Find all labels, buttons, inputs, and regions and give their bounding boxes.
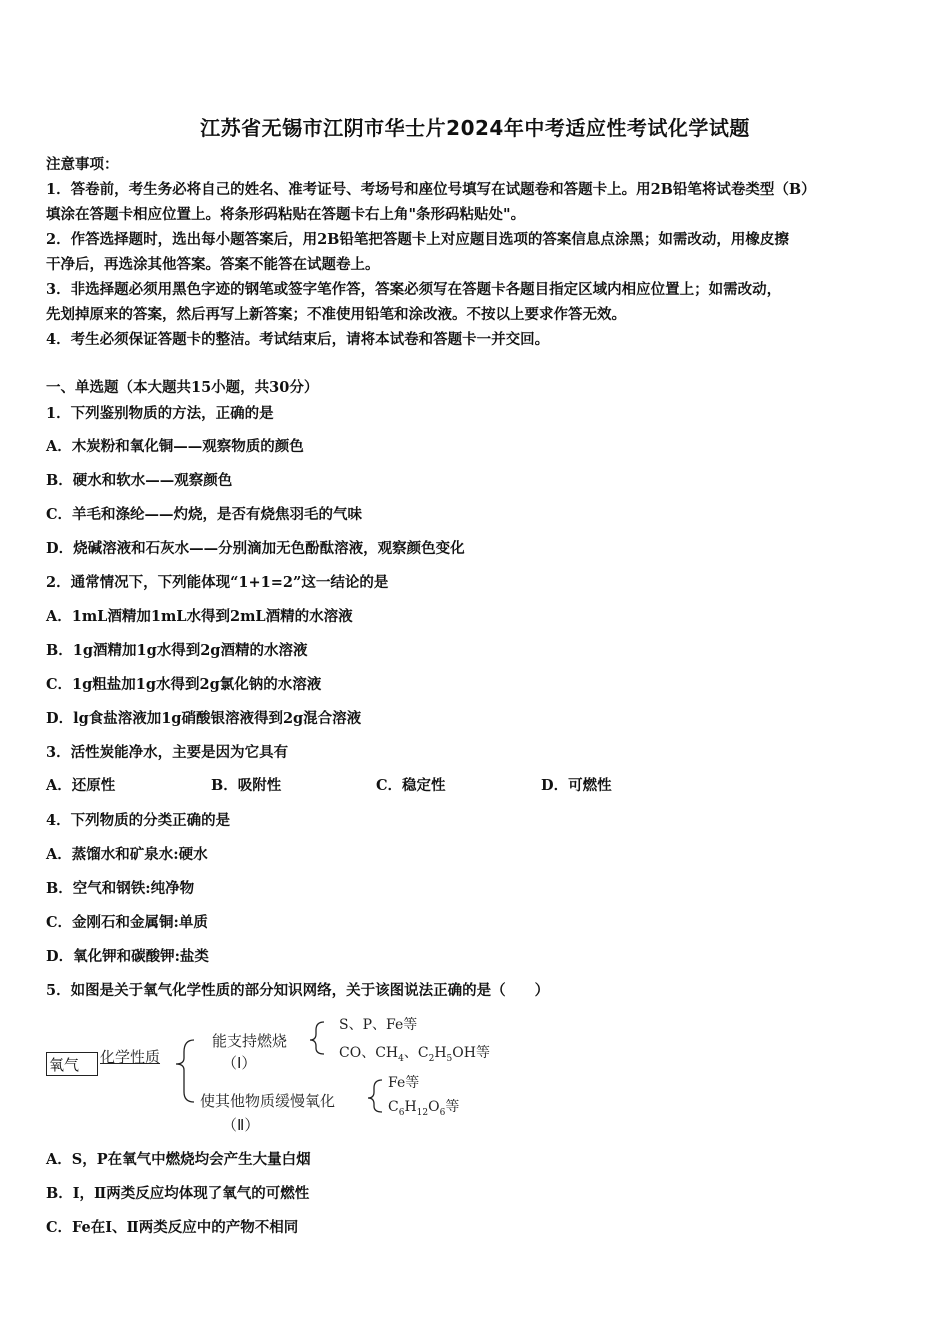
question-3-option-a: A．还原性: [46, 777, 116, 794]
notes-line: 干净后，再选涂其他答案。答案不能答在试题卷上。: [46, 256, 380, 273]
question-3-stem: 3．活性炭能净水，主要是因为它具有: [46, 744, 289, 761]
question-5-option-c: C．Fe在Ⅰ、Ⅱ两类反应中的产物不相同: [46, 1219, 299, 1236]
type1-item-2-part: CO、CH: [339, 1045, 399, 1061]
question-2-option-c: C．1g粗盐加1g水得到2g氯化钠的水溶液: [46, 676, 322, 693]
question-4-stem: 4．下列物质的分类正确的是: [46, 812, 231, 829]
question-3-option-b: B．吸附性: [211, 777, 282, 794]
question-4-option-d: D．氧化钾和碳酸钾:盐类: [46, 948, 209, 965]
type1-brace: [310, 1022, 324, 1054]
type2-tag: （Ⅱ）: [222, 1116, 260, 1134]
question-1-option-c: C．羊毛和涤纶——灼烧，是否有烧焦羽毛的气味: [46, 506, 363, 523]
type2-brace: [368, 1080, 382, 1112]
question-4-option-c: C．金刚石和金属铜:单质: [46, 914, 208, 931]
question-2-option-b: B．1g酒精加1g水得到2g酒精的水溶液: [46, 642, 308, 659]
diagram-branch-label: 化学性质: [100, 1048, 161, 1066]
type2-item-2-part: C: [388, 1099, 399, 1115]
type1-item-2-part: H: [434, 1045, 447, 1061]
type2-item-2: [388, 1096, 459, 1118]
question-5-option-b: B．Ⅰ，Ⅱ两类反应均体现了氧气的可燃性: [46, 1185, 310, 1202]
diagram-brackets: [46, 1010, 566, 1140]
type2-label: 使其他物质缓慢氧化: [200, 1092, 336, 1110]
subscript: 4: [398, 1053, 404, 1064]
question-2-option-a: A．1mL酒精加1mL水得到2mL酒精的水溶液: [46, 608, 353, 625]
notes-line: 填涂在答题卡相应位置上。将条形码粘贴在答题卡右上角"条形码粘贴处"。: [46, 206, 526, 223]
question-1-option-b: B．硬水和软水——观察颜色: [46, 472, 233, 489]
notes-heading: 注意事项：: [46, 156, 119, 173]
type1-item-2: [339, 1042, 490, 1064]
section-heading: 一、单选题（本大题共15小题，共30分）: [46, 379, 319, 396]
question-2-stem: 2．通常情况下，下列能体现“1+1=2”这一结论的是: [46, 574, 389, 591]
question-5-option-a: A．S，P在氧气中燃烧均会产生大量白烟: [46, 1151, 311, 1168]
type1-label: 能支持燃烧: [212, 1032, 288, 1050]
page-title: 江苏省无锡市江阴市华士片2024年中考适应性考试化学试题: [200, 116, 750, 140]
type2-item-2-part: O: [428, 1099, 440, 1115]
oxygen-knowledge-diagram: [46, 1010, 566, 1140]
notes-line: 4．考生必须保证答题卡的整洁。考试结束后，请将本试卷和答题卡一并交回。: [46, 331, 550, 348]
notes-line: 1．答卷前，考生务必将自己的姓名、准考证号、考场号和座位号填写在试题卷和答题卡上。用2B铅笔将试卷类型（B）: [46, 181, 816, 198]
question-4-option-b: B．空气和钢铁:纯净物: [46, 880, 195, 897]
type2-item-2-part: 等: [445, 1099, 460, 1115]
subscript: 12: [416, 1107, 429, 1118]
notes-block: [46, 152, 908, 352]
question-1-option-a: A．木炭粉和氧化铜——观察物质的颜色: [46, 438, 304, 455]
diagram-root-box: 氧气: [46, 1052, 98, 1076]
type1-item-2-part: OH等: [452, 1045, 490, 1061]
subscript: 2: [428, 1053, 435, 1064]
subscript: 5: [446, 1053, 453, 1064]
question-2-option-d: D．lg食盐溶液加1g硝酸银溶液得到2g混合溶液: [46, 710, 362, 727]
type1-item-2-part: 、C: [403, 1045, 429, 1061]
notes-line: 先划掉原来的答案，然后再写上新答案；不准使用铅笔和涂改液。不按以上要求作答无效。: [46, 306, 626, 323]
type2-item-1: Fe等: [388, 1075, 420, 1091]
subscript: 6: [439, 1107, 446, 1118]
question-5-stem: 5．如图是关于氧气化学性质的部分知识网络，关于该图说法正确的是（ ）: [46, 982, 550, 999]
notes-line: 2．作答选择题时，选出每小题答案后，用2B铅笔把答题卡上对应题目选项的答案信息点涂黑；如需改动，用橡皮擦: [46, 231, 789, 248]
type2-item-2-part: H: [404, 1099, 417, 1115]
question-4-option-a: A．蒸馏水和矿泉水:硬水: [46, 846, 208, 863]
subscript: 6: [398, 1107, 405, 1118]
type1-tag: （Ⅰ）: [222, 1054, 257, 1072]
question-1-option-d: D．烧碱溶液和石灰水——分别滴加无色酚酞溶液，观察颜色变化: [46, 540, 465, 557]
question-1-stem: 1．下列鉴别物质的方法，正确的是: [46, 405, 274, 422]
type1-item-1: S、P、Fe等: [339, 1017, 418, 1033]
question-3-option-d: D．可燃性: [541, 777, 612, 794]
notes-line: 3．非选择题必须用黑色字迹的钢笔或签字笔作答，答案必须写在答题卡各题目指定区域内相应位置上；如需改动，: [46, 281, 782, 298]
question-3-option-c: C．稳定性: [376, 777, 446, 794]
main-brace: [176, 1040, 194, 1102]
